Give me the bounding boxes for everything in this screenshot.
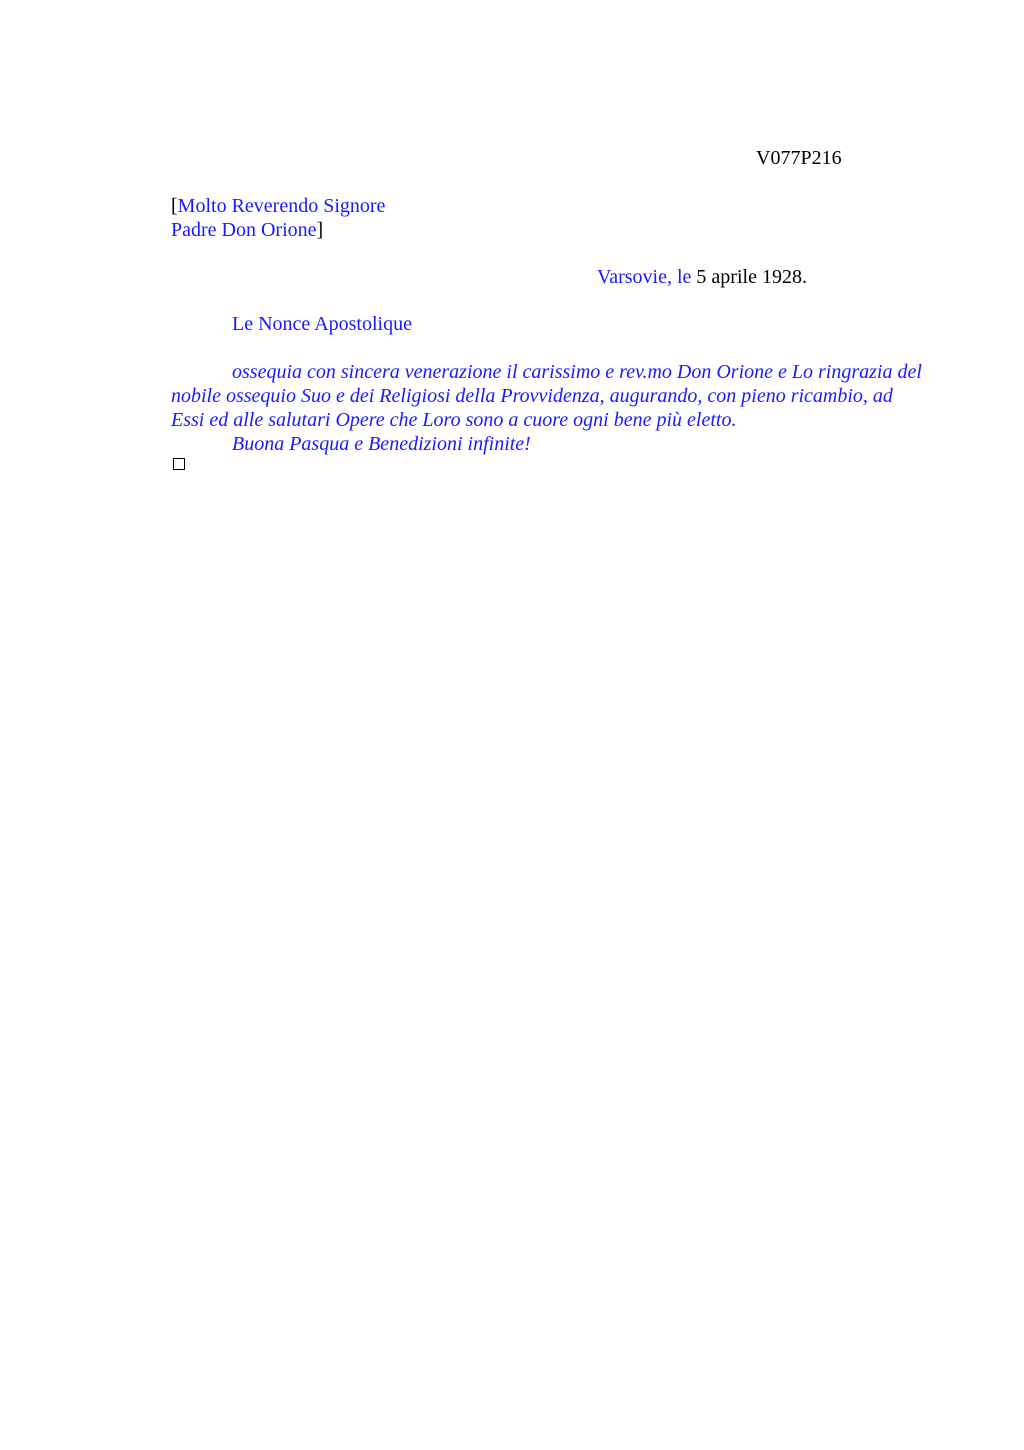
dateline-place: Varsovie, le xyxy=(597,266,697,288)
empty-box-glyph xyxy=(173,458,185,470)
sender-line: Le Nonce Apostolique xyxy=(232,313,412,335)
dateline-date: 5 aprile 1928. xyxy=(696,266,807,288)
address-title: Molto Reverendo Signore xyxy=(177,195,386,217)
address-line-1 xyxy=(171,194,385,218)
letter-body xyxy=(171,360,931,456)
body-paragraph-2: Buona Pasqua e Benedizioni infinite! xyxy=(232,433,531,455)
page-code: V077P216 xyxy=(756,147,842,169)
address-name: Padre Don Orione xyxy=(171,219,317,241)
address-block xyxy=(171,194,385,242)
address-open-bracket: [ xyxy=(171,195,178,217)
dateline xyxy=(597,265,807,289)
body-paragraph-1: ossequia con sincera venerazione il carissimo e rev.mo Don Orione e Lo ringrazia del nobile ossequio Suo e dei Religiosi della Provvidenza, augurando, con pieno ricambio, ad Essi ed alle salutari Opere che Loro sono a cuore ogni bene più eletto. xyxy=(171,361,922,431)
address-close-bracket: ] xyxy=(316,219,324,241)
address-line-2 xyxy=(171,218,385,242)
